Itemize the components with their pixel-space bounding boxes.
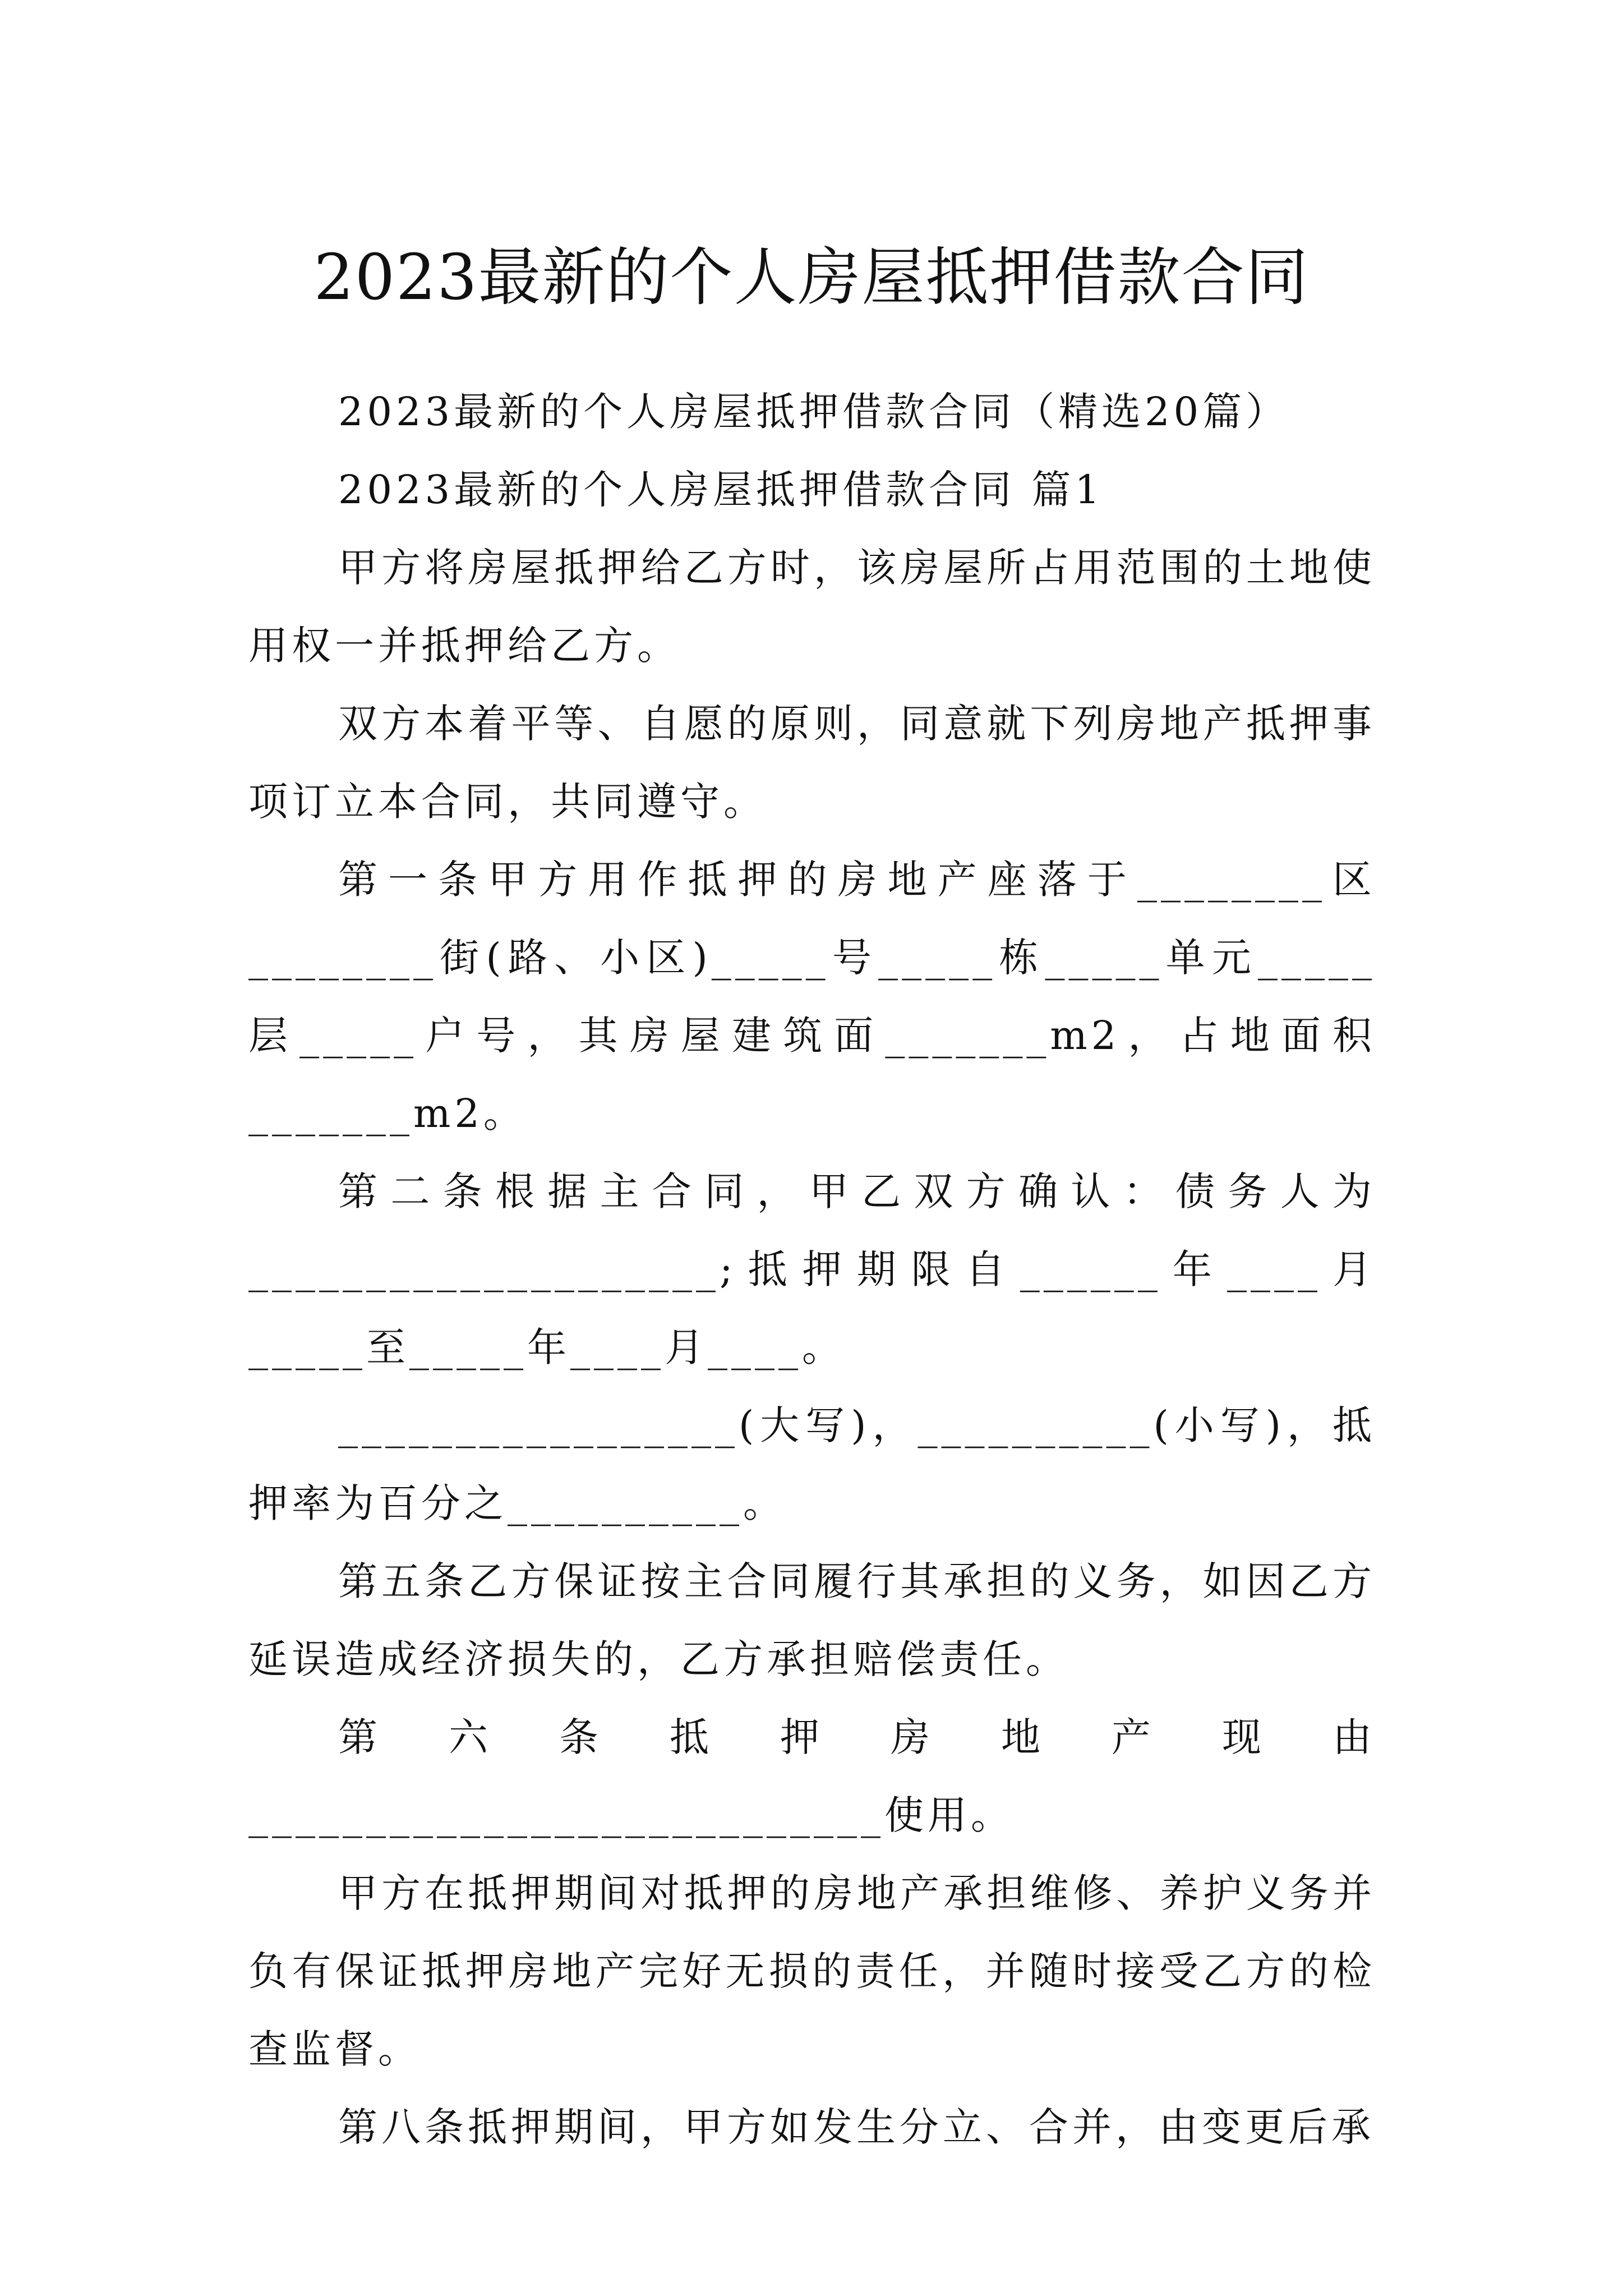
- paragraph: 第五条乙方保证按主合同履行其承担的义务，如因乙方延误造成经济损失的，乙方承担赔偿责任。: [248, 1558, 1376, 1682]
- paragraph: 2023最新的个人房屋抵押借款合同（精选20篇）: [338, 389, 1289, 435]
- paragraph: 第二条根据主合同，甲乙双方确认：债务人为____________________;抵押期限自______年____月_____至_____年____月____。: [248, 1168, 1376, 1370]
- paragraph: 第六条抵押房地产现由___________________________使用。: [248, 1714, 1376, 1838]
- paragraph: 第八条抵押期间，甲方如发生分立、合并，由变更后承: [338, 2104, 1375, 2150]
- paragraph: 甲方在抵押期间对抵押的房地产承担维修、养护义务并负有保证抵押房地产完好无损的责任，并随时接受乙方的检查监督。: [248, 1870, 1376, 2072]
- paragraph: 甲方将房屋抵押给乙方时，该房屋所占用范围的土地使用权一并抵押给乙方。: [248, 545, 1376, 669]
- paragraph: 双方本着平等、自愿的原则，同意就下列房地产抵押事项订立本合同，共同遵守。: [248, 701, 1376, 825]
- document-title: 2023最新的个人房屋抵押借款合同: [313, 241, 1310, 315]
- paragraph: 2023最新的个人房屋抵押借款合同 篇1: [338, 467, 1104, 513]
- paragraph: 第一条甲方用作抵押的房地产座落于________区________街(路、小区)_____号_____栋_____单元_____层_____户号，其房屋建筑面_______m2，占地面积_______m2。: [248, 857, 1376, 1137]
- paragraph: _________________(大写)，__________(小写)，抵押率为百分之__________。: [248, 1402, 1376, 1526]
- document-body: [248, 373, 1376, 2166]
